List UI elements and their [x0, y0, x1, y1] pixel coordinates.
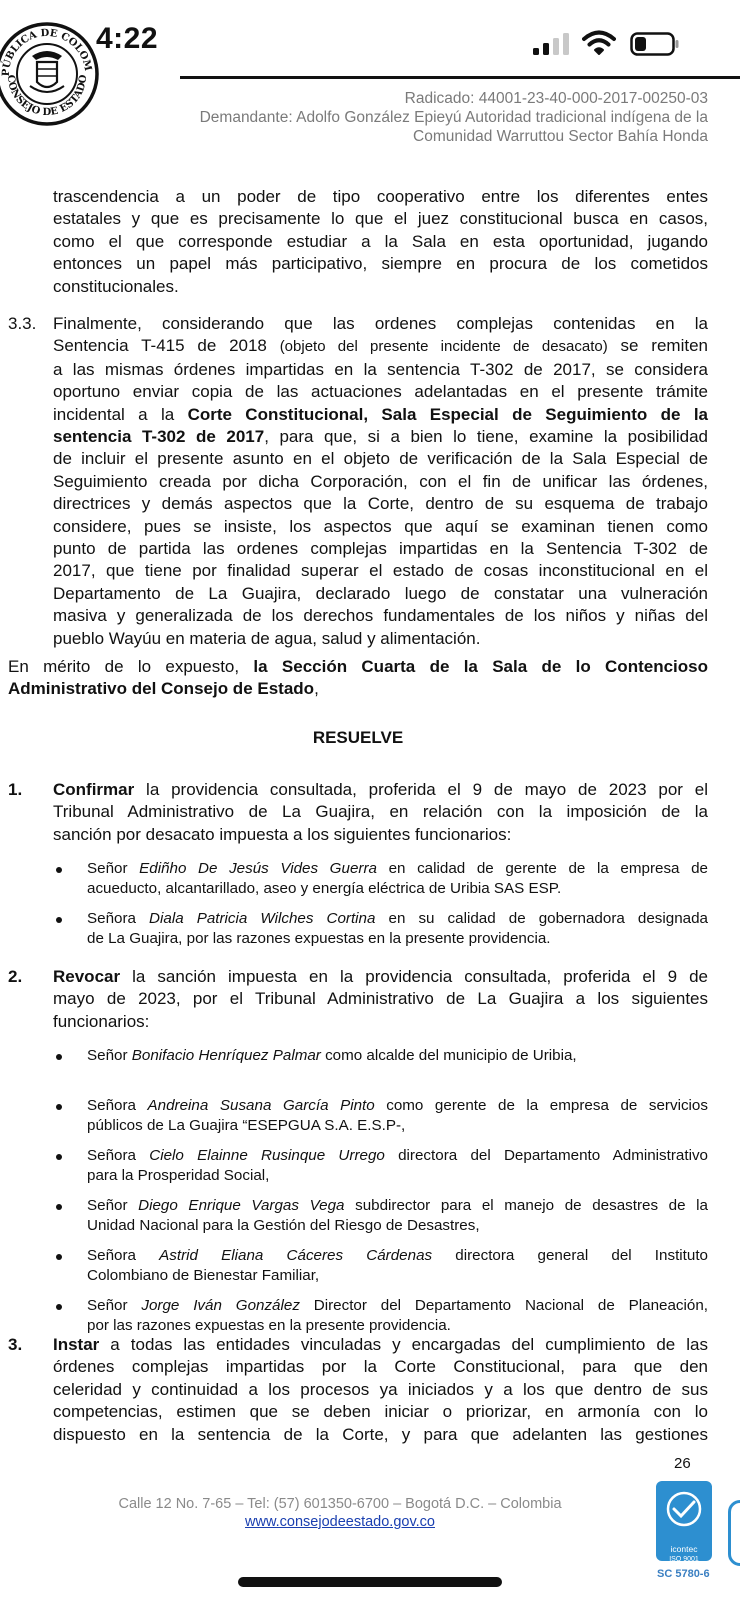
section-3-3-paragraph: Finalmente, considerando que las ordenes complejas contenidas en la Sentencia T-415 de 2018 (objeto del presente incidente de desacato) se remiten a las mismas órdenes impartidas en la sentencia T-302 de 2017, se considera oportuno enviar copia de las actuaciones adelantadas en el presente trámite incidental a la Corte Constitucional, Sala Especial de Seguimiento de la sentencia T-302 de 2017, para que, si a bien lo tiene, examine la posibilidad de incluir el presente asunto en el objeto de verificación de la Sala Especial de Seguimiento creada por dicha Corporación, con el fin de unificar las órdenes, directrices y demás aspectos que la Corte, dentro de su esquema de trabajo considere, pues se insiste, los aspectos que aquí se examinan tienen como punto de partida las ordenes complejas impartidas en la Sentencia T-302 de 2017, que tiene por finalidad superar el estado de cosas inconstitucional en el Departamento de La Guajira, declarado luego de constatar una vulneración masiva y generalizada de los derechos fundamentales de los niños y niñas del pueblo Wayúu en materia de agua, salud y alimentación. — [53, 314, 708, 648]
intro-paragraph: trascendencia a un poder de tipo cooperativo entre los diferentes entes estatales y que es precisamente lo que el juez constitucional busca en casos, como el que corresponde estudiar a la Sala en esta oportunidad, jugando entonces un papel más participativo, siempre en procura de los cometidos constitucionales. — [53, 187, 708, 296]
battery-icon — [630, 32, 680, 56]
item-2-paragraph: Revocar la sanción impuesta en la providencia consultada, proferida el 9 de mayo de 2023, por el Tribunal Administrativo de La Guajira a los siguientes funcionarios: — [53, 967, 708, 1031]
list-item: Señora Cielo Elainne Rusinque Urrego directora del Departamento Administrativo para la Prosperidad Social, — [87, 1147, 708, 1184]
item-3-paragraph: Instar a todas las entidades vinculadas y encargadas del cumplimiento de las órdenes complejas impartidas por la Corte Constitucional, para que den celeridad y continuidad a los procesos ya iniciados y a los que dentro de sus competencias, estimen que se deben iniciar o priorizar, en armonía con lo dispuesto en la sentencia de la Corte, y para que adelanten las gestiones — [53, 1335, 708, 1444]
bullet-icon — [56, 1304, 62, 1310]
list-item: Señora Diala Patricia Wilches Cortina en su calidad de gobernadora designada de La Guajira, por las razones expuestas en la presente providencia. — [87, 910, 708, 947]
demandante-line: Demandante: Adolfo González Epieyú Autoridad tradicional indígena de la — [199, 109, 708, 126]
bullet-icon — [56, 1154, 62, 1160]
list-item: Señora Astrid Eliana Cáceres Cárdenas directora general del Instituto Colombiano de Bienestar Familiar, — [87, 1247, 708, 1284]
case-header — [200, 89, 708, 146]
icontec-label: icontec — [670, 1544, 698, 1554]
item-1-number: 1. — [8, 780, 23, 799]
bullet-icon — [56, 917, 62, 923]
page-number: 26 — [674, 1455, 691, 1472]
list-item: Señor Bonifacio Henríquez Palmar como alcalde del municipio de Uribia, — [87, 1047, 577, 1064]
bullet-icon — [56, 867, 62, 873]
wifi-icon — [582, 30, 616, 56]
item-2-number: 2. — [8, 967, 23, 986]
website-link[interactable]: www.consejodeestado.gov.co — [245, 1514, 435, 1530]
status-time: 4:22 — [96, 22, 159, 55]
header-rule — [180, 76, 740, 79]
consejo-de-estado-seal-icon — [0, 16, 102, 126]
list-item: Señor Ediñho De Jesús Vides Guerra en calidad de gerente de la empresa de acueducto, alcantarillado, aseo y energía eléctrica de Uribia SAS ESP. — [87, 860, 708, 897]
certification-logo-icon — [728, 1500, 740, 1566]
radicado-line: Radicado: 44001-23-40-000-2017-00250-03 — [404, 90, 708, 107]
section-number: 3.3. — [8, 314, 37, 333]
list-item: Señor Jorge Iván González Director del Departamento Nacional de Planeación, por las razones expuestas en la presente providencia. — [87, 1297, 708, 1334]
comunidad-line: Comunidad Warruttou Sector Bahía Honda — [413, 128, 708, 145]
resuelve-heading: RESUELVE — [312, 728, 404, 747]
bullet-icon — [56, 1254, 62, 1260]
seal-bottom-text: CONSEJO DE ESTADO — [4, 74, 90, 119]
footer-address: Calle 12 No. 7-65 – Tel: (57) 601350-6700 – Bogotá D.C. – Colombia — [118, 1496, 562, 1512]
iso-label: ISO 9001 — [669, 1556, 699, 1563]
cellular-signal-icon — [533, 33, 571, 55]
home-indicator[interactable] — [238, 1577, 502, 1587]
merito-paragraph: En mérito de lo expuesto, la Sección Cuarta de la Sala de lo Contencioso Administrativo del Consejo de Estado, — [8, 657, 708, 699]
bullet-icon — [56, 1204, 62, 1210]
bullet-icon — [56, 1104, 62, 1110]
list-item: Señora Andreina Susana García Pinto como gerente de la empresa de servicios públicos de La Guajira “ESEPGUA S.A. E.S.P-, — [87, 1097, 708, 1134]
item-1-paragraph: Confirmar la providencia consultada, proferida el 9 de mayo de 2023 por el Tribunal Administrativo de La Guajira, en relación con la imposición de la sanción por desacato impuesta a los siguientes funcionarios: — [53, 780, 708, 844]
list-item: Señor Diego Enrique Vargas Vega subdirector para el manejo de desastres de la Unidad Nacional para la Gestión del Riesgo de Desastres, — [87, 1197, 708, 1234]
cert-code: SC 5780-6 — [657, 1568, 710, 1580]
bullet-icon — [56, 1054, 62, 1060]
item-3-number: 3. — [8, 1335, 23, 1354]
seal-top-text: PÚBLICA DE COLOM — [0, 27, 94, 77]
